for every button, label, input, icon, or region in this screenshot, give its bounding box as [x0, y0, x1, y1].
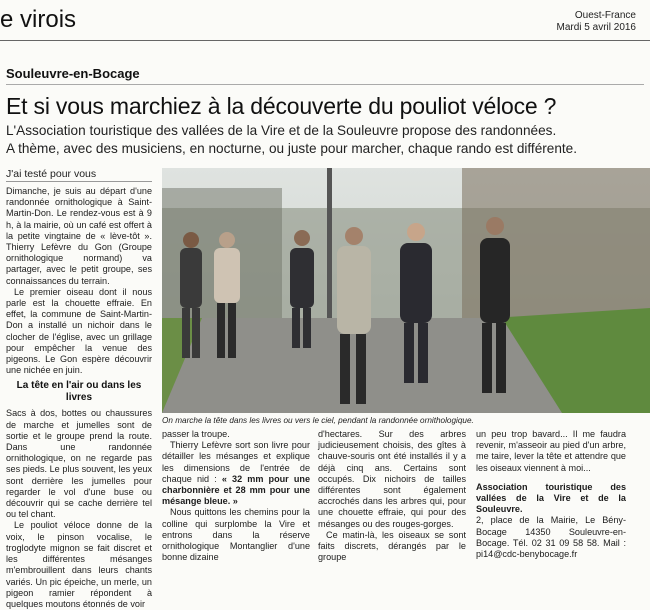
paragraph: Nous quittons les chemins pour la colline qui surplombe la Vire et entrons dans la réserve ornithologique Montanglier d'une bonne dizaine [162, 507, 310, 563]
deck-line-1: L'Association touristique des vallées de la Vire et de la Souleuvre propose des randonnées. [6, 123, 557, 138]
paragraph: d'hectares. Sur des arbres judicieusement choisis, des gîtes à chauve-souris ont été installés il y a déjà cinq ans. Certains sont occupés. Dix nichoirs de tailles différentes sont également accrochés dans les arbres qui, pour une chouette effraie, qui pour des mésanges ou des rouges-gorges. [318, 429, 466, 529]
contact-details: 2, place de la Mairie, Le Bény-Bocage 14350 Souleuvre-en-Bocage. Tél. 02 31 09 58 58. Mail : pi14@cdc-benybocage.fr [476, 515, 626, 560]
paragraph: Ce matin-là, les oiseaux se sont faits discrets, dérangés par le groupe [318, 529, 466, 563]
article-subhead: La tête en l'air ou dans les livres [16, 380, 142, 404]
newspaper-section-title: e virois [0, 6, 77, 33]
publication-name: Ouest-France [574, 10, 636, 21]
kicker-rule [6, 181, 152, 182]
contact-title: Association touristique des vallées de la Vire et de la Souleuvre. [476, 481, 626, 515]
photo-caption: On marche la tête dans les livres ou vers le ciel, pendant la randonnée ornithologique. [162, 416, 474, 425]
article-deck [6, 122, 646, 158]
article-location: Souleuvre-en-Bocage [6, 66, 140, 81]
paragraph: Dimanche, je suis au départ d'une randonnée ornithologique à Saint-Martin-Don. Le rendez-vous est à 9 h, à la mairie, où un café est offert à la petite vingtaine de « lève-tôt ». Thierry Lefèvre du Gon (Groupe ornithologique normand) va partager, avec le petit groupe, ses connaissances du terrain. [6, 186, 152, 286]
paragraph: Le pouliot véloce donne de la voix, le pinson vocalise, le troglodyte mignon se fait discret et les différentes mésanges m'embrouillent dans leurs chants variés. Un pic épeiche, un merle, un pigeon ramier répondent à quelques moutons étonnés de voir [6, 520, 152, 609]
contact-box [476, 482, 626, 560]
publication-info [557, 10, 636, 34]
article-kicker: J'ai testé pour vous [6, 168, 97, 180]
paragraph: un peu trop bavard... Il me faudra revenir, m'asseoir au pied d'un arbre, me taire, lever la tête et attendre que les oiseaux viennent à moi... [476, 429, 626, 473]
paragraph: passer la troupe. [162, 429, 230, 439]
header-rule [0, 40, 650, 41]
article-column-1 [6, 186, 152, 610]
article-headline: Et si vous marchiez à la découverte du pouliot véloce ? [6, 93, 557, 119]
location-rule [6, 84, 644, 85]
deck-line-2: A thème, avec des musiciens, en nocturne, ou juste pour marcher, chaque rando est différente. [6, 141, 578, 156]
article-column-3 [318, 429, 466, 563]
article-column-2 [162, 429, 310, 563]
birdwatchers-photo [162, 168, 650, 413]
paragraph: Le premier oiseau dont il nous parle est la chouette effraie. En effet, la commune de Saint-Martin-Don a installé un nichoir dans le clocher de l'église, avec un grillage pour empêcher la venue des pigeons. Le Gon espère découvrir une nichée en juin. [6, 286, 152, 376]
article-photo [162, 168, 650, 413]
quote-text: « 32 mm pour une charbonnière et 28 mm pour une mésange bleue. » [162, 473, 311, 507]
article-column-4 [476, 429, 626, 560]
paragraph: Sacs à dos, bottes ou chaussures de marche et jumelles sont de sortie et le groupe prend la route. Dans une randonnée ornithologique, on ne regarde pas ses pieds. Le plus souvent, les yeux sont derrière les jumelles pour regarder le vol d'une buse ou découvrir qui se cache derrière tel ou tel chant. [6, 408, 152, 520]
paragraph [162, 440, 310, 507]
paragraph-text: Thierry Lefèvre sort son livre pour détailler les mésanges et explique les dimensions de l'entrée de chaque nid : [162, 440, 310, 484]
publication-date: Mardi 5 avril 2016 [556, 22, 636, 33]
